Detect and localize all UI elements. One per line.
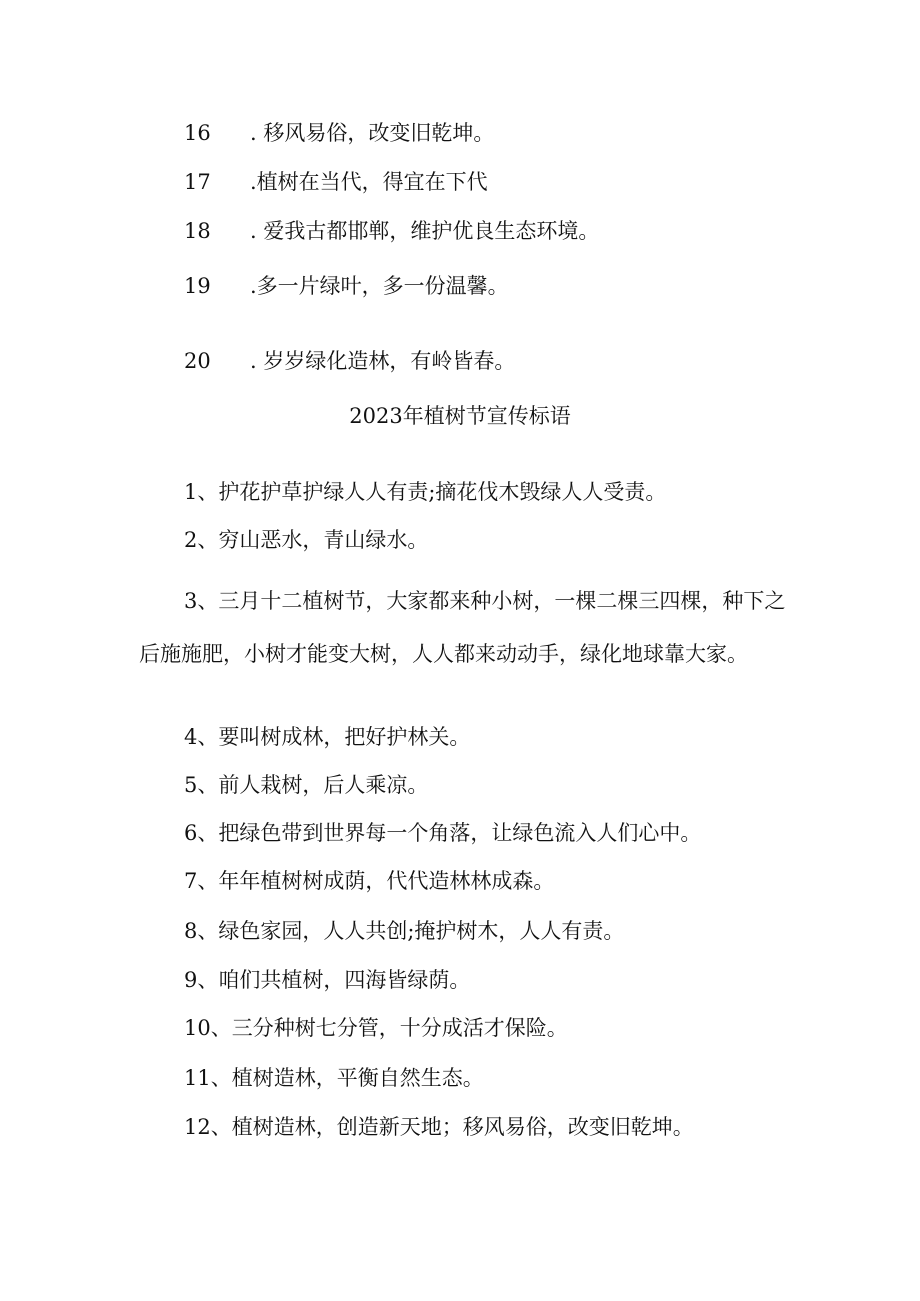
slogan-item: 11、植树造林，平衡自然生态。 <box>184 1066 484 1090</box>
item-text: . 移风易俗，改变旧乾坤。 <box>250 121 495 145</box>
slogan-item: 1、护花护草护绿人人有责;摘花伐木毁绿人人受责。 <box>184 480 667 504</box>
item-number: 17 <box>184 170 211 194</box>
slogan-item: 5、前人栽树，后人乘凉。 <box>184 773 429 797</box>
slogan-paragraph: 3、三月十二植树节，大家都来种小树，一棵二棵三四棵，种下之后施施肥，小树才能变大树，人人都来动动手，绿化地球靠大家。 <box>139 589 786 666</box>
slogan-item: 10、三分种树七分管，十分成活才保险。 <box>184 1016 568 1040</box>
item-number: 19 <box>184 274 211 298</box>
item-number: 18 <box>184 219 211 243</box>
slogan-item: 2、穷山恶水，青山绿水。 <box>184 528 429 552</box>
slogan-item: 9、咱们共植树，四海皆绿荫。 <box>184 968 471 992</box>
item-text: . 岁岁绿化造林，有岭皆春。 <box>250 349 516 373</box>
slogan-item: 8、绿色家园，人人共创;掩护树木，人人有责。 <box>184 919 625 943</box>
item-text: . 爱我古都邯郸，维护优良生态环境。 <box>250 219 600 243</box>
item-number: 16 <box>184 121 211 145</box>
section-title: 2023年植树节宣传标语 <box>349 404 571 428</box>
item-text: .多一片绿叶，多一份温馨。 <box>250 274 509 298</box>
slogan-item: 4、要叫树成林，把好护林关。 <box>184 725 471 749</box>
item-number: 20 <box>184 349 211 373</box>
item-text: .植树在当代，得宜在下代 <box>250 170 488 194</box>
slogan-item: 6、把绿色带到世界每一个角落，让绿色流入人们心中。 <box>184 821 702 845</box>
slogan-item: 12、植树造林，创造新天地；移风易俗，改变旧乾坤。 <box>184 1115 694 1139</box>
slogan-item: 7、年年植树树成荫，代代造林林成森。 <box>184 869 555 893</box>
